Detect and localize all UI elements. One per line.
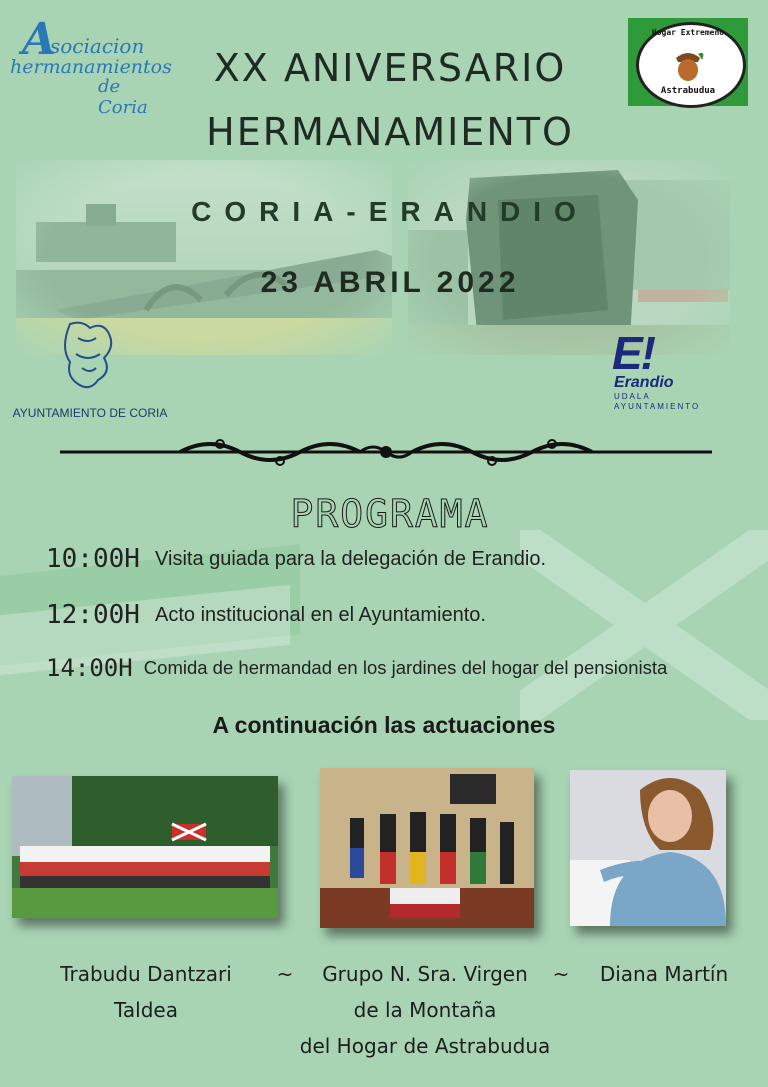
hogar-extremeno-logo: [628, 18, 748, 106]
performer-1-name: Trabudu Dantzari: [60, 962, 232, 986]
performer-2-name-line-2: de la Montaña: [353, 998, 497, 1022]
erandio-name: Erandio: [614, 374, 674, 391]
grupo-virgen-montana-photo: [320, 768, 534, 928]
coria-crest-icon: [56, 318, 122, 398]
actuaciones-heading: A continuación las actuaciones: [212, 712, 556, 738]
schedule-item: [46, 654, 667, 690]
logo-coria: Coria: [98, 97, 148, 118]
subtitle-coria-erandio: CORIA-ERANDIO: [191, 196, 589, 227]
logo-line-2: hermanamientos: [10, 56, 172, 78]
schedule-item: [46, 600, 486, 636]
schedule-description: Comida de hermandad en los jardines del hogar del pensionista: [143, 657, 668, 678]
erandio-mark: E!: [612, 327, 654, 379]
performer-separator: ~: [276, 962, 294, 986]
hogar-logo-bottom-text: Astrabudua: [660, 86, 716, 96]
performer-2-name-line-3: del Hogar de Astrabudua: [299, 1034, 551, 1058]
ayuntamiento-coria-label: AYUNTAMIENTO DE CORIA: [12, 406, 168, 420]
programa-heading: PROGRAMA: [290, 492, 490, 536]
schedule-item: [46, 544, 546, 580]
ornamental-divider: [60, 434, 712, 470]
acorn-icon: [672, 46, 704, 82]
performer-1-name-line-2: Taldea: [114, 998, 178, 1022]
performer-3-name: Diana Martín: [599, 962, 729, 986]
background-ikurrina-cross: [520, 530, 768, 720]
schedule-time: 12:00H: [46, 600, 140, 630]
erandio-ayuntamiento: AYUNTAMIENTO: [614, 402, 701, 411]
schedule-time: 10:00H: [46, 544, 140, 574]
logo-initial: A: [22, 14, 57, 65]
performer-2-name: Grupo N. Sra. Virgen: [322, 962, 528, 986]
schedule-time: 14:00H: [46, 654, 133, 682]
schedule-description: Acto institucional en el Ayuntamiento.: [155, 603, 486, 626]
hogar-logo-top-text: Hogar Extremeño: [651, 28, 725, 37]
title-line-2: HERMANAMIENTO: [206, 110, 574, 154]
event-date: 23 ABRIL 2022: [260, 266, 520, 299]
title-line-1: XX ANIVERSARIO: [213, 46, 567, 90]
trabudu-dantzari-photo: [12, 776, 278, 918]
diana-martin-photo: [570, 770, 726, 926]
erandio-udala: UDALA: [614, 392, 651, 401]
asociacion-hermanamientos-logo: [10, 14, 172, 118]
schedule-description: Visita guiada para la delegación de Erandio.: [155, 547, 547, 570]
logo-connector: de: [98, 76, 121, 97]
logo-line-1: sociacion: [50, 34, 145, 58]
performer-separator: ~: [552, 962, 570, 986]
erandio-ayuntamiento-logo: [612, 326, 742, 416]
